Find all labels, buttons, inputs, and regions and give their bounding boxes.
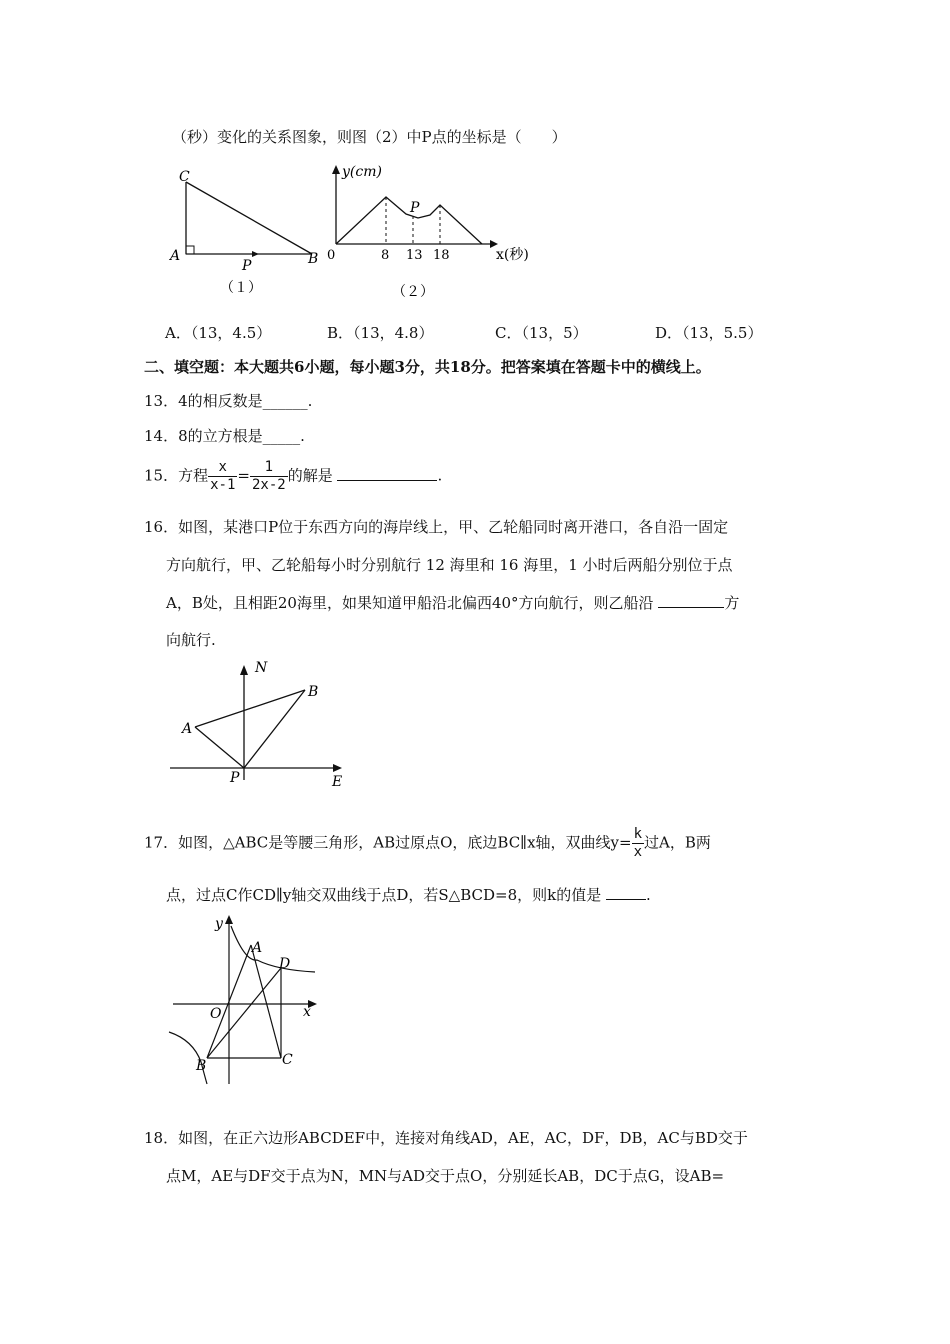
q18-line-2: 点M，AE与DF交于点为N，MN与AD交于点O，分别延长AB，DC于点G，设AB= [166,1167,725,1185]
fig1-label-P: P [242,258,252,274]
fig17-label-y: y [215,916,223,932]
q16-figure [160,655,360,795]
q18-line-1: 18．如图，在正六边形ABCDEF中，连接对角线AD，AE，AC，DF，DB，AC与BD交于 [144,1129,748,1147]
q12-option-c: C．（13，5） [495,324,588,342]
q17-figure [165,912,325,1090]
q16-line-4: 向航行. [166,631,216,649]
q17-fraction [632,826,644,861]
q15-fraction-2 [250,459,288,494]
q12-option-a: A．（13，4.5） [165,324,272,342]
q17-line-1a: 17．如图，△ABC是等腰三角形，AB过原点O，底边BC∥x轴，双曲线y= [144,833,632,852]
q17-line-2-text: 点，过点C作CD∥y轴交双曲线于点D，若S△BCD=8，则k的值是 [166,886,602,904]
fig16-label-N: N [255,660,268,676]
q12-figure-1 [160,162,330,302]
q17-line-1 [144,826,711,861]
fig2-tick-8: 8 [381,248,390,263]
q17-line-1b: 过A，B两 [644,833,711,852]
fig17-label-x: x [303,1004,311,1020]
q15-answer-blank[interactable] [337,466,437,481]
q15-f1-num: x [208,459,237,477]
fig16-label-P: P [230,770,240,786]
section-title: 二、填空题：本大题共6小题，每小题3分，共18分。把答案填在答题卡中的横线上。 [144,358,711,376]
fig16-label-E: E [332,774,343,790]
q14: 14．8的立方根是_____. [144,427,305,445]
fig2-label-P: P [410,200,420,216]
fig16-label-B: B [308,684,319,700]
fig2-tick-13: 13 [406,248,423,263]
fig2-tick-18: 18 [433,248,450,263]
fig17-label-B: B [196,1058,207,1074]
q16-line-3 [166,592,739,613]
fig17-label-A: A [252,940,263,956]
q16-line-3a: A，B处，且相距20海里，如果知道甲船沿北偏西40°方向航行，则乙船沿 [166,594,654,612]
q12-stem-text: （秒）变化的关系图象，则图（2）中P点的坐标是（ ） [172,128,567,146]
fig17-label-D: D [279,956,291,972]
q15-fraction-1 [208,459,237,494]
q17-frac-num: k [633,826,643,842]
q15-pre: 15．方程 [144,466,209,485]
fig2-ylabel: y(cm) [342,164,382,180]
q17-line-2-end: . [646,886,651,904]
fig1-caption: （１） [220,280,262,296]
q12-option-b: B．（13，4.8） [327,324,434,342]
q12-option-d: D．（13，5.5） [655,324,763,342]
fig16-label-A: A [182,721,193,737]
q15 [144,459,442,494]
q15-f2-den: 2x-2 [251,477,286,493]
fig17-label-C: C [282,1052,293,1068]
fig2-xlabel: x(秒) [496,247,529,263]
q17-answer-blank[interactable] [606,885,646,900]
q12-stem [172,126,567,147]
q16-line-3b: 方 [724,594,740,612]
fig2-caption: （２） [392,284,434,300]
q15-post: 的解是 [287,466,333,485]
fig1-label-B: B [308,251,319,267]
q17-line-2 [166,884,651,905]
fig1-label-C: C [179,169,190,185]
q13: 13．4的相反数是______. [144,392,313,410]
fig1-label-A: A [170,248,181,264]
q16-answer-blank[interactable] [658,593,724,608]
q16-line-2: 方向航行，甲、乙轮船每小时分别航行 12 海里和 16 海里，1 小时后两船分别位于点 [166,556,733,574]
q12-figure-2 [320,160,550,305]
q17-frac-den: x [633,844,643,860]
q16-line-1: 16．如图，某港口P位于东西方向的海岸线上，甲、乙轮船同时离开港口，各自沿一固定 [144,518,729,536]
q15-eq: = [237,466,250,485]
q15-f2-num: 1 [250,459,288,477]
fig17-label-O: O [210,1006,222,1022]
fig2-origin: 0 [327,248,336,263]
q15-f1-den: x-1 [210,477,236,493]
q15-end: . [437,466,443,485]
